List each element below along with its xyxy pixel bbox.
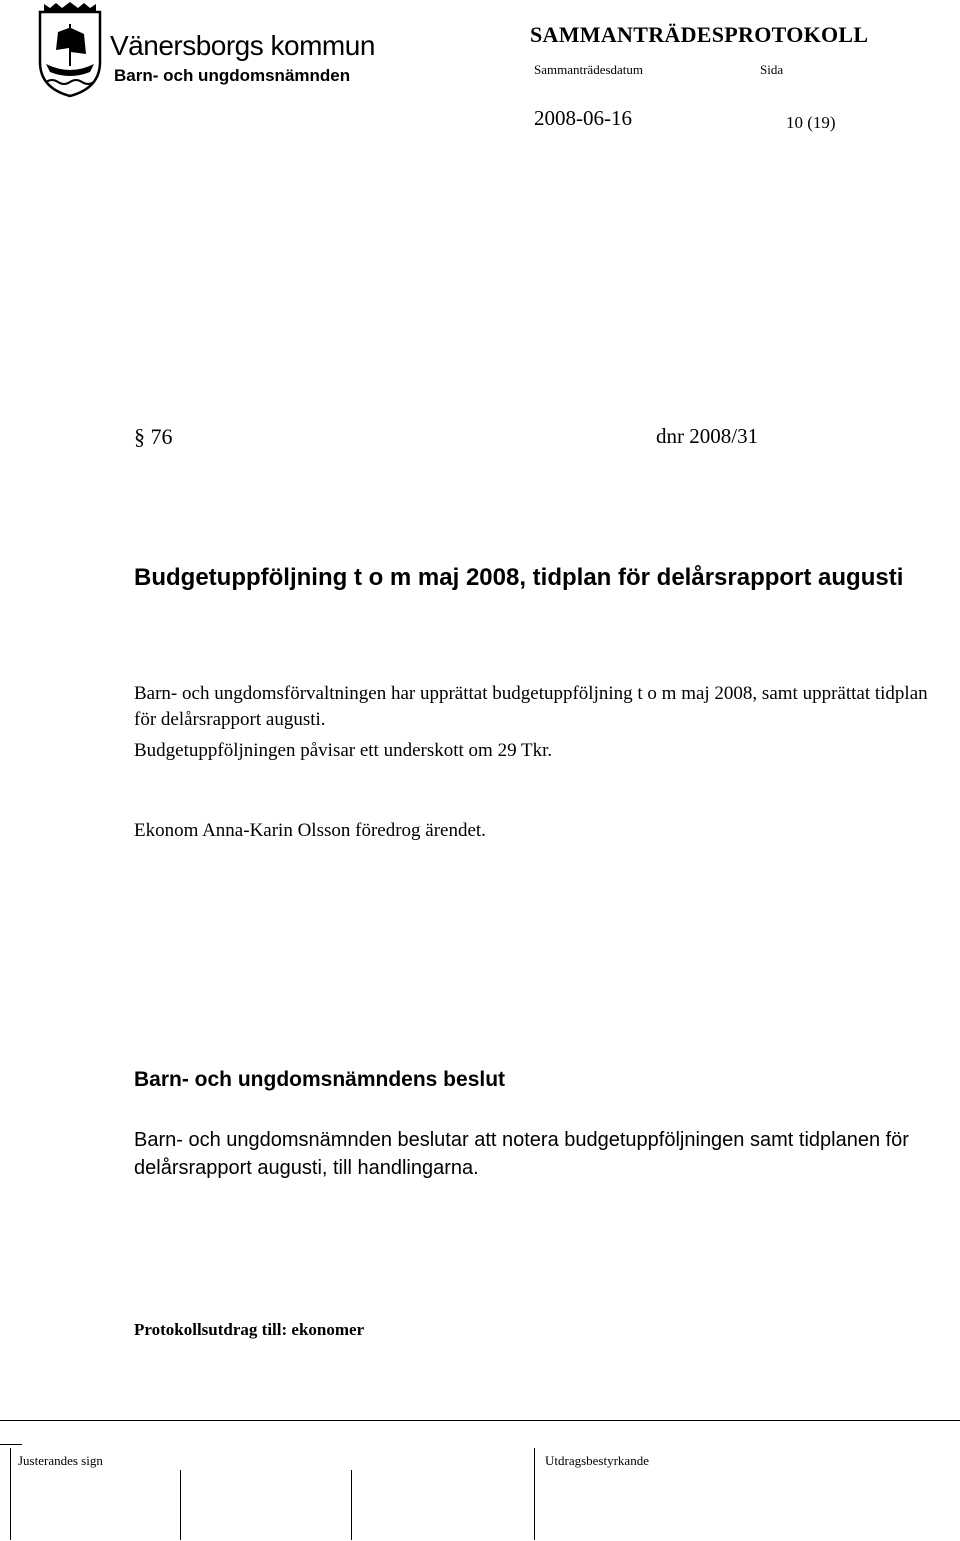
- footer-divider: [0, 1420, 960, 1421]
- footer-tick: [0, 1444, 22, 1445]
- body-paragraph-3: Ekonom Anna-Karin Olsson föredrog ärendet.: [134, 820, 486, 841]
- decision-heading: Barn- och ungdomsnämndens beslut: [134, 1068, 506, 1091]
- municipal-crest-icon: [36, 2, 104, 98]
- extract-recipients: Protokollsutdrag till: ekonomer: [134, 1320, 365, 1339]
- document-type: SAMMANTRÄDESPROTOKOLL: [530, 22, 869, 47]
- case-title: Budgetuppföljning t o m maj 2008, tidplan för delårsrapport augusti: [134, 564, 904, 591]
- committee-name: Barn- och ungdomsnämnden: [114, 66, 351, 85]
- page-label: Sida: [760, 62, 784, 77]
- case-number: dnr 2008/31: [656, 424, 759, 448]
- meeting-date: 2008-06-16: [534, 106, 632, 130]
- organization-name: Vänersborgs kommun: [110, 30, 375, 61]
- footer-column-line: [534, 1448, 535, 1540]
- decision-text: Barn- och ungdomsnämnden beslutar att notera budgetuppföljningen samt tidplanen för delårsrapport augusti, till handlingarna.: [134, 1129, 909, 1179]
- signer-label: Justerandes sign: [18, 1453, 103, 1468]
- meeting-date-label: Sammanträdesdatum: [534, 62, 644, 77]
- paragraph-number: § 76: [134, 424, 173, 449]
- signature-line: [351, 1470, 352, 1540]
- certifier-label: Utdragsbestyrkande: [545, 1453, 649, 1468]
- body-paragraph-2: Budgetuppföljningen påvisar ett underskott om 29 Tkr.: [134, 740, 553, 761]
- body-paragraph-1: Barn- och ungdomsförvaltningen har upprättat budgetuppföljning t o m maj 2008, samt upprättat tidplan för delårsrapport augusti.: [134, 683, 928, 730]
- footer-column-line: [10, 1448, 11, 1540]
- page-number: 10 (19): [786, 113, 836, 132]
- signature-line: [180, 1470, 181, 1540]
